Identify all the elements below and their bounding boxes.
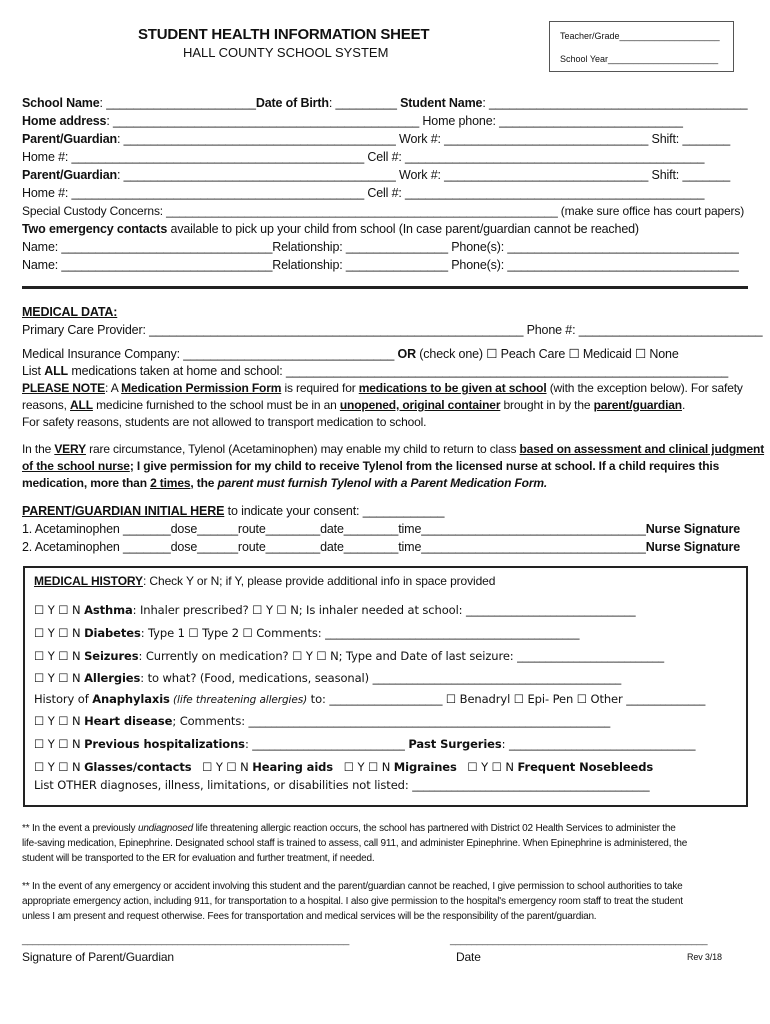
tylenol-line-1 <box>22 442 764 456</box>
anaphylaxis-label: Anaphylaxis <box>92 692 170 706</box>
anaphylaxis-row[interactable] <box>34 692 705 706</box>
reasons-text-3: brought in by the <box>500 398 594 412</box>
student-name-label: Student Name <box>400 96 483 110</box>
seizures-label: Seizures <box>84 649 139 663</box>
diabetes-details[interactable]: : Type 1 ☐ Type 2 ☐ Comments: _____________________________________________ <box>140 626 580 640</box>
medical-history-heading <box>34 574 495 588</box>
insurance-row[interactable] <box>22 346 679 361</box>
acetaminophen-2-fields[interactable]: 2. Acetaminophen _______dose______route________date________time_________________________________ <box>22 540 646 554</box>
heart-row[interactable] <box>34 714 610 728</box>
glasses-checkboxes[interactable]: ☐ Y ☐ N <box>34 760 85 774</box>
home-address-row[interactable] <box>22 114 683 128</box>
parent-guardian-2-field[interactable]: : ________________________________________ Work #: ______________________________ Shift: _______ <box>117 168 731 182</box>
school-info-row[interactable] <box>22 96 747 110</box>
form-title: STUDENT HEALTH INFORMATION SHEET <box>138 26 430 43</box>
reasons-text-4: . <box>682 398 686 412</box>
dob-field[interactable]: : _________ <box>328 96 397 110</box>
diabetes-checkboxes[interactable]: ☐ Y ☐ N <box>34 626 85 640</box>
home-cell-1-row[interactable]: Home #: ___________________________________________ Cell #: ____________________________________________ <box>22 150 705 164</box>
parent-guardian-text: parent/guardian <box>593 398 682 412</box>
hospitalizations-row[interactable] <box>34 737 695 751</box>
anaphylaxis-text: History of <box>34 692 93 706</box>
nosebleeds-label: Frequent Nosebleeds <box>517 760 654 774</box>
seizures-checkboxes[interactable]: ☐ Y ☐ N <box>34 649 85 663</box>
medications-all: ALL <box>44 364 69 378</box>
two-times-text: 2 times <box>150 476 191 490</box>
acetaminophen-row-1[interactable] <box>22 522 740 536</box>
signature-label: Signature of Parent/Guardian <box>22 950 174 964</box>
reasons-all: ALL <box>70 398 93 412</box>
teacher-grade-field[interactable]: Teacher/Grade____________________ <box>560 31 720 41</box>
emergency-contact-2-row[interactable]: Name: _______________________________Relationship: _______________ Phone(s): __________________________________ <box>22 258 739 272</box>
asthma-label: Asthma <box>84 603 133 617</box>
nurse-signature-1: Nurse Signature <box>645 522 741 536</box>
surgeries-field[interactable]: : _________________________________ <box>501 737 696 751</box>
consent-label: PARENT/GUARDIAN INITIAL HERE <box>22 504 225 518</box>
hospitalizations-label: Previous hospitalizations <box>84 737 245 751</box>
tylenol-line-2 <box>22 459 719 473</box>
home-address-label: Home address <box>22 114 107 128</box>
transport-note: For safety reasons, students are not allowed to transport medication to school. <box>22 415 427 429</box>
acetaminophen-row-2[interactable] <box>22 540 740 554</box>
parent-guardian-1-row[interactable] <box>22 132 730 146</box>
custody-row[interactable]: Special Custody Concerns: ____________________________________________________________ (make sure office has court papers) <box>22 204 745 218</box>
date-line[interactable]: ________________________________________________ <box>450 935 708 946</box>
emergency-contacts-heading <box>22 222 639 236</box>
home-address-field[interactable]: : _____________________________________________ Home phone: ___________________________ <box>106 114 683 128</box>
tylenol-text-5: , the <box>190 476 218 490</box>
please-note-line-2 <box>22 398 685 412</box>
teacher-grade-box <box>549 21 734 72</box>
signature-line[interactable]: _____________________________________________________________ <box>22 935 350 946</box>
anaphylaxis-details[interactable]: to: ____________________ ☐ Benadryl ☐ Epi- Pen ☐ Other ______________ <box>307 692 706 706</box>
nurse-signature-2: Nurse Signature <box>645 540 741 554</box>
allergies-row[interactable] <box>34 671 621 685</box>
note-1-undiagnosed: undiagnosed <box>137 823 194 834</box>
reasons-text-2: medicine furnished to the school must be in an <box>92 398 340 412</box>
tylenol-very: VERY <box>54 442 86 456</box>
allergies-checkboxes[interactable]: ☐ Y ☐ N <box>34 671 85 685</box>
seizures-details[interactable]: : Currently on medication? ☐ Y ☐ N; Type and Date of last seizure: __________________________ <box>138 649 665 663</box>
note-1-line-2: life-saving medication, Epinephrine. Designated school staff is trained to assess, call 911, and administer Epinephrine. When Epinephrine is administered, the <box>22 838 688 849</box>
hospitalizations-field[interactable]: : ___________________________ <box>244 737 409 751</box>
diabetes-row[interactable] <box>34 626 579 640</box>
meds-at-school-text: medications to be given at school <box>358 381 547 395</box>
original-container-text: unopened, original container <box>339 398 501 412</box>
student-name-field[interactable]: : ______________________________________ <box>482 96 748 110</box>
other-diagnoses-row[interactable]: List OTHER diagnoses, illness, limitations, or disabilities not listed: __________________________________________ <box>34 778 650 792</box>
home-cell-2-row[interactable]: Home #: ___________________________________________ Cell #: ____________________________________________ <box>22 186 705 200</box>
nosebleeds-checkboxes[interactable]: ☐ Y ☐ N <box>456 760 518 774</box>
consent-row[interactable] <box>22 504 444 518</box>
parent-guardian-1-field[interactable]: : ________________________________________ Work #: ______________________________ Shift: _______ <box>117 132 731 146</box>
revision-label: Rev 3/18 <box>687 952 722 962</box>
tylenol-text-2: rare circumstance, Tylenol (Acetaminophen) may enable my child to return to class <box>85 442 520 456</box>
emergency-contacts-text: available to pick up your child from school (In case parent/guardian cannot be reached) <box>167 222 639 236</box>
note-1-line-1 <box>22 823 676 834</box>
heart-checkboxes[interactable]: ☐ Y ☐ N <box>34 714 85 728</box>
school-nurse-text: of the school nurse <box>22 459 130 473</box>
note-1-text-b: life threatening allergic reaction occurs, the school has partnered with District 02 Health Services to administer the <box>193 823 676 834</box>
asthma-checkboxes[interactable]: ☐ Y ☐ N <box>34 603 85 617</box>
surgeries-label: Past Surgeries <box>408 737 502 751</box>
glasses-label: Glasses/contacts <box>84 760 192 774</box>
anaphylaxis-note: (life threatening allergies) <box>169 694 308 706</box>
parent-guardian-1-label: Parent/Guardian <box>22 132 117 146</box>
dob-label: Date of Birth <box>255 96 329 110</box>
diabetes-label: Diabetes <box>84 626 141 640</box>
tylenol-clinical: based on assessment and clinical judgment <box>519 442 765 456</box>
consent-initial-field[interactable]: : ____________ <box>356 504 445 518</box>
parent-guardian-2-row[interactable] <box>22 168 730 182</box>
asthma-details[interactable]: : Inhaler prescribed? ☐ Y ☐ N; Is inhaler needed at school: ______________________________ <box>132 603 636 617</box>
allergies-details[interactable]: : to what? (Food, medications, seasonal) ____________________________________________ <box>140 671 622 685</box>
migraines-label: Migraines <box>393 760 457 774</box>
medical-history-label: MEDICAL HISTORY <box>34 574 143 588</box>
asthma-row[interactable] <box>34 603 636 617</box>
reasons-text-1: reasons, <box>22 398 71 412</box>
form-subtitle: HALL COUNTY SCHOOL SYSTEM <box>183 45 389 60</box>
acetaminophen-1-fields[interactable]: 1. Acetaminophen _______dose______route________date________time_________________________________ <box>22 522 646 536</box>
note-2-line-2: appropriate emergency action, including 911, for transportation to a hospital. I also give permission to the hospital's emergency room staff to treat the student <box>22 896 683 907</box>
hospitalizations-checkboxes[interactable]: ☐ Y ☐ N <box>34 737 85 751</box>
medical-data-heading: MEDICAL DATA: <box>22 305 118 319</box>
medications-text-1: List <box>22 364 45 378</box>
tylenol-line-3 <box>22 476 547 490</box>
note-2-line-3: unless I am present and request otherwise. Fees for transportation and medical services will be the responsibility of the parent/guardian. <box>22 911 597 922</box>
tylenol-text-3: ; I give permission for my child to receive Tylenol from the licensed nurse at school. If a child requires this <box>129 459 720 473</box>
emergency-contacts-bold: Two emergency contacts <box>22 222 168 236</box>
school-name-field[interactable]: : ______________________ <box>99 96 256 110</box>
section-divider <box>22 286 748 289</box>
migraines-checkboxes[interactable]: ☐ Y ☐ N <box>333 760 394 774</box>
allergies-label: Allergies <box>84 671 141 685</box>
note-1-line-3: student will be transported to the ER for evaluation and further treatment, if needed. <box>22 853 375 864</box>
heart-label: Heart disease <box>84 714 173 728</box>
primary-care-row[interactable]: Primary Care Provider: _______________________________________________________ Phone #: ___________________________ <box>22 323 763 337</box>
permission-form-text: Medication Permission Form <box>121 381 282 395</box>
please-note-label: PLEASE NOTE <box>22 381 106 395</box>
insurance-checkboxes[interactable]: (check one) ☐ Peach Care ☐ Medicaid ☐ None <box>415 347 679 361</box>
insurance-or: OR <box>397 347 416 361</box>
parent-guardian-2-label: Parent/Guardian <box>22 168 117 182</box>
conditions-row[interactable] <box>34 760 653 774</box>
insurance-field[interactable]: Medical Insurance Company: _______________________________ <box>22 347 398 361</box>
seizures-row[interactable] <box>34 649 664 663</box>
school-year-field[interactable]: School Year______________________ <box>560 54 719 64</box>
note-1-text-a: ** In the event a previously <box>22 823 138 834</box>
please-note-text-1: : A <box>105 381 122 395</box>
consent-text: to indicate your consent <box>224 504 357 518</box>
hearing-checkboxes[interactable]: ☐ Y ☐ N <box>191 760 253 774</box>
hearing-label: Hearing aids <box>252 760 334 774</box>
please-note-text-3: (with the exception below). For safety <box>546 381 743 395</box>
medications-row[interactable] <box>22 364 728 378</box>
please-note-line-1 <box>22 381 743 395</box>
please-note-text-2: is required for <box>281 381 359 395</box>
emergency-contact-1-row[interactable]: Name: _______________________________Relationship: _______________ Phone(s): __________________________________ <box>22 240 739 254</box>
heart-details[interactable]: ; Comments: ________________________________________________________________ <box>172 714 611 728</box>
school-name-label: School Name <box>22 96 100 110</box>
medical-history-instructions: : Check Y or N; if Y, please provide additional info in space provided <box>142 574 496 588</box>
tylenol-text-4: medication, more than <box>22 476 151 490</box>
tylenol-text-1: In the <box>22 442 55 456</box>
parent-furnish-text: parent must furnish Tylenol with a Parent Medication Form. <box>217 476 548 490</box>
note-2-line-1: ** In the event of any emergency or accident involving this student and the parent/guardian cannot be reached, I give permission to school authorities to take <box>22 881 683 892</box>
date-label: Date <box>456 950 481 964</box>
medications-field[interactable]: medications taken at home and school: _________________________________________________________________ <box>68 364 729 378</box>
